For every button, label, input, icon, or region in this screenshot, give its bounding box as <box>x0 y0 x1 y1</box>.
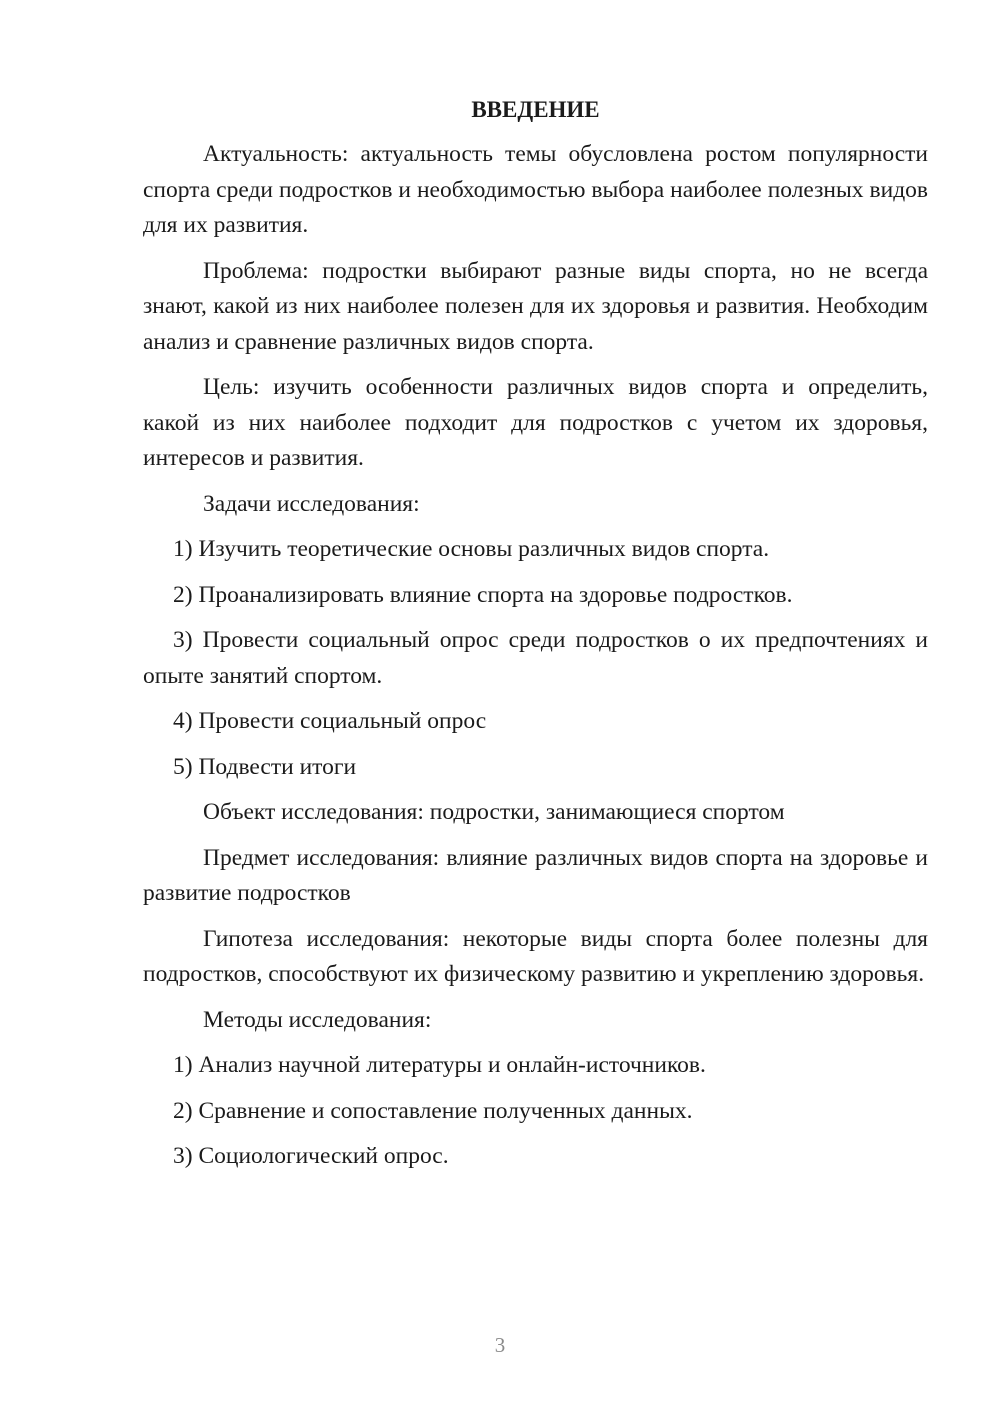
task-item-5: 5) Подвести итоги <box>173 753 357 780</box>
object-paragraph: Объект исследования: подростки, занимающиеся спортом <box>203 799 785 825</box>
task-item-4: 4) Провести социальный опрос <box>173 708 487 734</box>
section-title: ВВЕДЕНИЕ <box>471 97 600 122</box>
task-item-3: 3) Провести социальный опрос среди подростков о их предпочтениях и опыте занятий спортом. <box>143 627 928 689</box>
page-number: 3 <box>494 1333 506 1357</box>
method-item-3: 3) Социологический опрос. <box>173 1143 449 1169</box>
problem-paragraph: Проблема: подростки выбирают разные виды спорта, но не всегда знают, какой из них наиболее полезен для их здоровья и развития. Необходим анализ и сравнение различных видов спорта. <box>143 257 928 355</box>
goal-paragraph: Цель: изучить особенности различных видов спорта и определить, какой из них наиболее подходит для подростков с учетом их здоровья, интересов и развития. <box>143 374 928 471</box>
methods-heading: Методы исследования: <box>203 1006 432 1033</box>
task-item-1: 1) Изучить теоретические основы различных видов спорта. <box>173 536 770 562</box>
method-item-2: 2) Сравнение и сопоставление полученных данных. <box>173 1097 693 1124</box>
task-item-2: 2) Проанализировать влияние спорта на здоровье подростков. <box>173 581 793 608</box>
subject-paragraph: Предмет исследования: влияние различных видов спорта на здоровье и развитие подростков <box>143 844 928 906</box>
relevance-paragraph: Актуальность: актуальность темы обусловлена ростом популярности спорта среди подростков и необходимостью выбора наиболее полезных видов для их развития. <box>143 141 928 238</box>
page-content <box>143 92 928 1185</box>
tasks-heading: Задачи исследования: <box>203 490 420 517</box>
method-item-1: 1) Анализ научной литературы и онлайн-источников. <box>173 1052 706 1078</box>
hypothesis-paragraph: Гипотеза исследования: некоторые виды спорта более полезны для подростков, способствуют их физическому развитию и укреплению здоровья. <box>143 925 928 987</box>
